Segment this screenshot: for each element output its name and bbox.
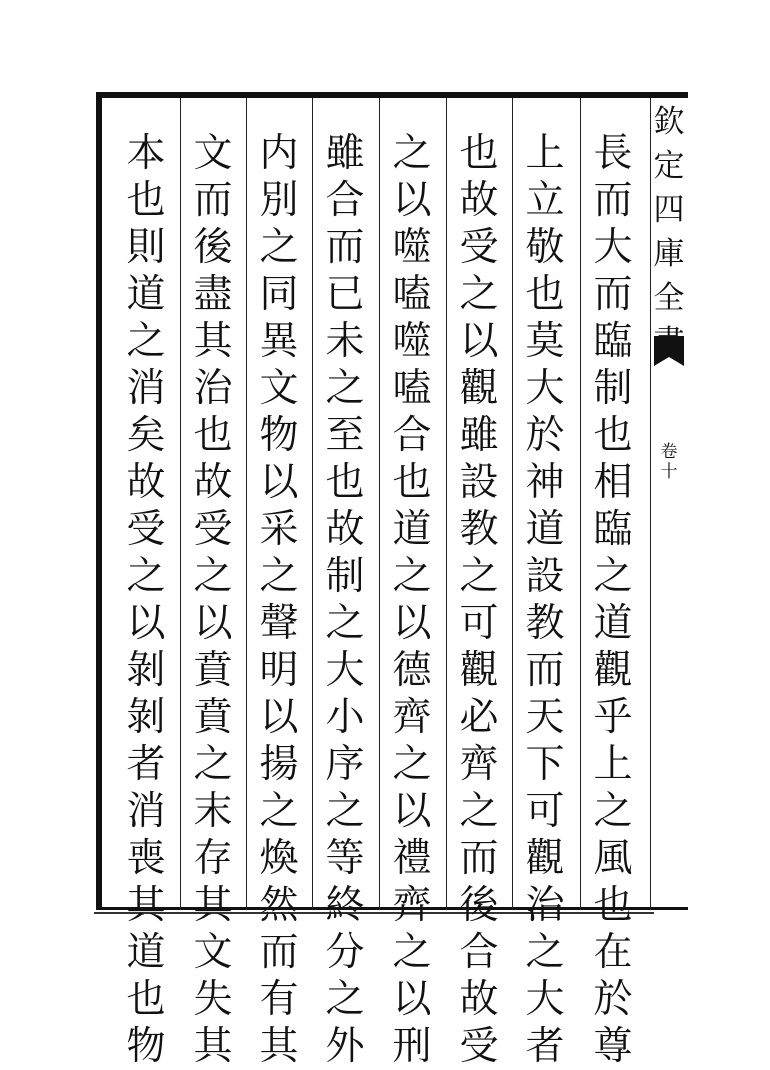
text-char: 也 [525, 272, 565, 317]
text-char: 以 [392, 178, 432, 223]
text-char: 合 [459, 930, 499, 975]
text-char: 必 [459, 695, 499, 740]
text-char: 之 [259, 225, 299, 270]
text-char: 文 [193, 930, 233, 975]
text-char: 受 [459, 1024, 499, 1069]
text-char: 立 [525, 178, 565, 223]
text-char: 文 [259, 366, 299, 411]
text-char: 別 [259, 178, 299, 223]
text-char: 之 [325, 789, 365, 834]
text-char: 風 [593, 836, 633, 881]
text-char: 齊 [459, 742, 499, 787]
text-char: 之 [259, 789, 299, 834]
text-char: 雖 [325, 131, 365, 176]
text-char: 以 [126, 601, 166, 646]
text-char: 齊 [392, 695, 432, 740]
text-char: 也 [126, 178, 166, 223]
text-char: 之 [126, 319, 166, 364]
text-char: 賁 [193, 695, 233, 740]
text-char: 也 [325, 460, 365, 505]
text-char: 之 [325, 977, 365, 1022]
text-char: 故 [126, 460, 166, 505]
text-char: 故 [459, 178, 499, 223]
text-char: 賁 [193, 648, 233, 693]
text-char: 剝 [126, 648, 166, 693]
text-char: 之 [459, 789, 499, 834]
book-title-char: 全 [653, 280, 685, 316]
text-char: 刑 [392, 1024, 432, 1069]
text-char: 後 [459, 883, 499, 928]
text-char: 消 [126, 366, 166, 411]
text-char: 揚 [259, 742, 299, 787]
text-char: 大 [593, 225, 633, 270]
text-char: 終 [325, 883, 365, 928]
text-char: 臨 [593, 507, 633, 552]
juan-char: 卷 [660, 442, 678, 462]
text-char: 序 [325, 742, 365, 787]
text-char: 神 [525, 460, 565, 505]
text-char: 之 [193, 554, 233, 599]
text-char: 受 [459, 225, 499, 270]
text-char: 本 [126, 131, 166, 176]
text-char: 剝 [126, 695, 166, 740]
text-char: 之 [325, 366, 365, 411]
book-title-char: 庫 [653, 236, 685, 272]
text-char: 之 [126, 554, 166, 599]
text-char: 受 [126, 507, 166, 552]
text-char: 設 [525, 554, 565, 599]
text-char: 分 [325, 930, 365, 975]
text-char: 齊 [392, 883, 432, 928]
text-char: 已 [325, 272, 365, 317]
text-char: 長 [593, 131, 633, 176]
text-char: 合 [392, 413, 432, 458]
text-char: 其 [193, 883, 233, 928]
text-char: 也 [193, 413, 233, 458]
text-char: 上 [593, 742, 633, 787]
text-char: 大 [525, 977, 565, 1022]
text-char: 於 [525, 413, 565, 458]
text-char: 以 [259, 695, 299, 740]
text-column [446, 130, 512, 1070]
text-char: 之 [593, 554, 633, 599]
text-char: 道 [593, 601, 633, 646]
text-char: 而 [525, 648, 565, 693]
text-char: 觀 [593, 648, 633, 693]
text-char: 之 [392, 554, 432, 599]
text-char: 教 [459, 507, 499, 552]
text-char: 存 [193, 836, 233, 881]
text-char: 文 [193, 131, 233, 176]
book-title-char: 四 [653, 192, 685, 228]
text-char: 故 [459, 977, 499, 1022]
text-char: 失 [193, 977, 233, 1022]
text-char: 下 [525, 742, 565, 787]
text-char: 道 [392, 507, 432, 552]
text-column [180, 130, 246, 1070]
text-column [512, 130, 578, 1070]
text-char: 之 [392, 930, 432, 975]
book-title-vertical [652, 100, 686, 364]
text-char: 之 [325, 601, 365, 646]
text-char: 雖 [459, 413, 499, 458]
text-char: 異 [259, 319, 299, 364]
text-char: 天 [525, 695, 565, 740]
text-char: 盡 [193, 272, 233, 317]
text-char: 末 [193, 789, 233, 834]
text-char: 而 [193, 178, 233, 223]
text-char: 嗑 [392, 272, 432, 317]
text-char: 也 [459, 131, 499, 176]
text-char: 同 [259, 272, 299, 317]
text-char: 噬 [392, 225, 432, 270]
text-char: 則 [126, 225, 166, 270]
text-char: 以 [259, 460, 299, 505]
text-column [113, 130, 179, 1070]
juan-char: 十 [660, 462, 678, 482]
text-column [246, 130, 312, 1070]
text-char: 小 [325, 695, 365, 740]
text-char: 乎 [593, 695, 633, 740]
text-char: 也 [126, 977, 166, 1022]
text-char: 其 [193, 1024, 233, 1069]
text-char: 制 [325, 554, 365, 599]
text-char: 也 [593, 413, 633, 458]
text-char: 於 [593, 977, 633, 1022]
text-char: 其 [126, 883, 166, 928]
text-char: 噬 [392, 319, 432, 364]
text-char: 而 [459, 836, 499, 881]
text-char: 消 [126, 789, 166, 834]
book-title-char: 定 [653, 148, 685, 184]
text-char: 等 [325, 836, 365, 881]
text-char: 觀 [525, 836, 565, 881]
text-char: 内 [259, 131, 299, 176]
text-char: 莫 [525, 319, 565, 364]
text-char: 大 [525, 366, 565, 411]
column-divider [650, 98, 651, 910]
text-char: 教 [525, 601, 565, 646]
text-char: 後 [193, 225, 233, 270]
text-char: 受 [193, 507, 233, 552]
text-char: 相 [593, 460, 633, 505]
text-char: 以 [392, 601, 432, 646]
text-char: 以 [392, 789, 432, 834]
text-char: 以 [193, 601, 233, 646]
text-column [379, 130, 445, 1070]
book-title-char: 欽 [653, 104, 685, 140]
text-char: 道 [126, 930, 166, 975]
text-char: 嗑 [392, 366, 432, 411]
text-char: 可 [525, 789, 565, 834]
text-char: 德 [392, 648, 432, 693]
text-char: 至 [325, 413, 365, 458]
text-char: 上 [525, 131, 565, 176]
text-char: 物 [259, 413, 299, 458]
text-char: 煥 [259, 836, 299, 881]
text-char: 也 [593, 883, 633, 928]
text-char: 制 [593, 366, 633, 411]
text-char: 故 [193, 460, 233, 505]
text-char: 之 [193, 742, 233, 787]
text-char: 明 [259, 648, 299, 693]
text-char: 禮 [392, 836, 432, 881]
text-char: 之 [525, 930, 565, 975]
text-char: 臨 [593, 319, 633, 364]
text-char: 采 [259, 507, 299, 552]
text-char: 尊 [593, 1024, 633, 1069]
text-column [580, 130, 646, 1070]
text-char: 未 [325, 319, 365, 364]
text-char: 之 [593, 789, 633, 834]
text-char: 治 [525, 883, 565, 928]
text-char: 外 [325, 1024, 365, 1069]
text-char: 然 [259, 883, 299, 928]
text-char: 可 [459, 601, 499, 646]
text-char: 觀 [459, 648, 499, 693]
text-char: 物 [126, 1024, 166, 1069]
text-char: 設 [459, 460, 499, 505]
text-char: 其 [259, 1024, 299, 1069]
text-char: 以 [459, 319, 499, 364]
juan-number [655, 442, 683, 482]
text-char: 合 [325, 178, 365, 223]
text-char: 之 [392, 742, 432, 787]
text-char: 之 [459, 554, 499, 599]
text-char: 大 [325, 648, 365, 693]
text-char: 而 [593, 272, 633, 317]
text-char: 敬 [525, 225, 565, 270]
text-char: 者 [126, 742, 166, 787]
text-char: 之 [459, 272, 499, 317]
text-char: 觀 [459, 366, 499, 411]
text-char: 聲 [259, 601, 299, 646]
text-char: 之 [259, 554, 299, 599]
text-char: 有 [259, 977, 299, 1022]
text-char: 之 [392, 131, 432, 176]
text-char: 道 [126, 272, 166, 317]
text-char: 而 [259, 930, 299, 975]
text-char: 者 [525, 1024, 565, 1069]
text-char: 矣 [126, 413, 166, 458]
text-char: 而 [325, 225, 365, 270]
text-char: 治 [193, 366, 233, 411]
text-char: 道 [525, 507, 565, 552]
text-char: 其 [193, 319, 233, 364]
text-char: 也 [392, 460, 432, 505]
text-char: 在 [593, 930, 633, 975]
text-char: 喪 [126, 836, 166, 881]
text-char: 而 [593, 178, 633, 223]
text-char: 以 [392, 977, 432, 1022]
text-char: 故 [325, 507, 365, 552]
text-column [312, 130, 378, 1070]
